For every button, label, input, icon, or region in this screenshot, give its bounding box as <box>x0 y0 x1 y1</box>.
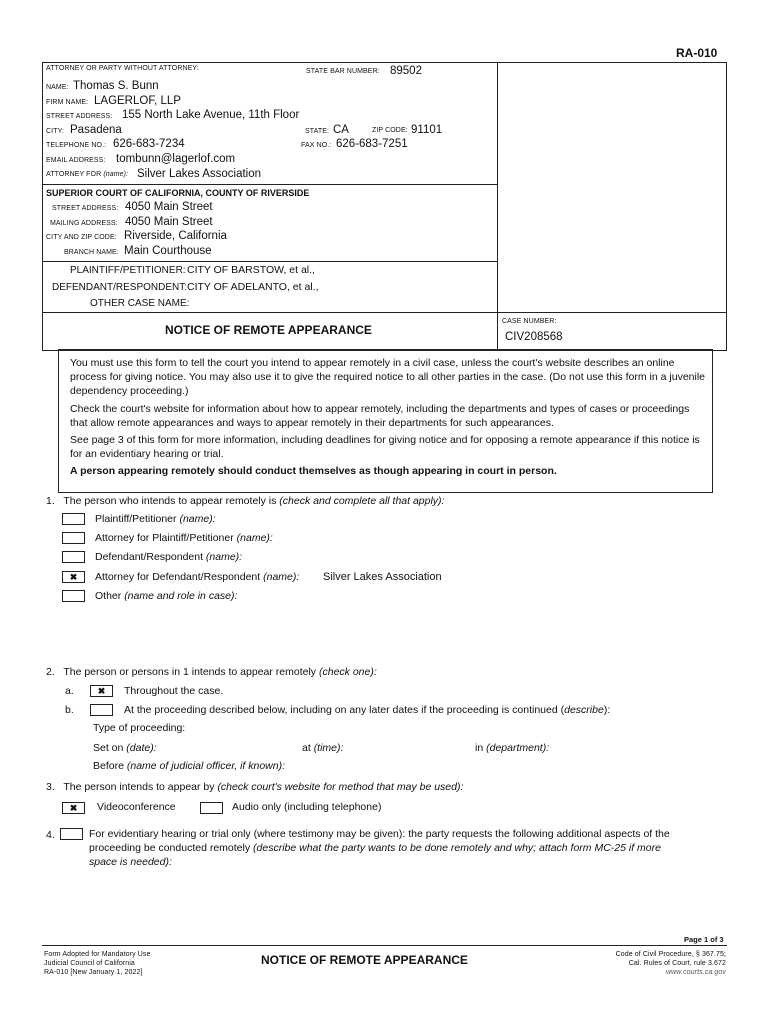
q2-dept-hint: (department): <box>486 742 550 754</box>
bar-value: 89502 <box>390 65 422 77</box>
q1-hint: (check and complete all that apply): <box>279 495 445 507</box>
q1-number: 1. <box>46 495 55 507</box>
footer-title: NOTICE OF REMOTE APPEARANCE <box>261 953 468 967</box>
zip-value: 91101 <box>411 124 443 136</box>
footer-url[interactable]: www.courts.ca.gov <box>665 969 726 976</box>
q3-text: The person intends to appear by <box>63 781 215 793</box>
q2-heading <box>46 666 377 678</box>
q2-at: at <box>302 742 311 754</box>
q1-plaintiff-hint: (name): <box>179 513 216 525</box>
state-label: STATE: <box>305 128 330 135</box>
fax-label: FAX NO.: <box>301 142 332 149</box>
q1-heading <box>46 495 444 507</box>
form-id: RA-010 <box>676 46 718 60</box>
q4-line1: For evidentiary hearing or trial only (where testimony may be given): the party requests the following additional aspects of the <box>89 828 670 840</box>
court-title-text: SUPERIOR COURT OF CALIFORNIA, COUNTY OF <box>46 188 259 198</box>
q1-attorney-plaintiff-checkbox[interactable] <box>62 532 85 544</box>
bar-label: STATE BAR NUMBER: <box>306 68 380 75</box>
q2-b-main: At the proceeding described below, including on any later dates if the proceeding is continued ( <box>124 704 565 716</box>
plaintiff-value: CITY OF BARSTOW, et al., <box>187 264 315 276</box>
q2-number: 2. <box>46 666 55 678</box>
plaintiff-label: PLAINTIFF/PETITIONER: <box>70 265 186 276</box>
case-number-value: CIV208568 <box>505 331 563 343</box>
q3-number: 3. <box>46 781 55 793</box>
q3-heading <box>46 781 463 793</box>
q2-set-on: Set on <box>93 742 124 754</box>
firm-label: FIRM NAME: <box>46 99 89 106</box>
email-label: EMAIL ADDRESS: <box>46 157 106 164</box>
q2-in: in <box>475 742 484 754</box>
q1-other-text: Other <box>95 590 122 602</box>
footer-adopted-1: Form Adopted for Mandatory Use <box>44 951 151 958</box>
q2-date-label <box>93 742 157 754</box>
instruction-p1: You must use this form to tell the court you intend to appear remotely in a civil case, unless the court's website describes an online process for giving notice. You may also use it to give the required notice to all other parties in the case. (Do not use this form in a juvenile dependency proceeding.) <box>70 357 706 398</box>
instruction-p3: See page 3 of this form for more information, including deadlines for giving notice and for opposing a remote appearance if this notice is for an evidentiary hearing or trial. <box>70 434 700 461</box>
footer-code-2: Cal. Rules of Court, rule 3.672 <box>628 960 726 967</box>
q3-video-label: Videoconference <box>97 801 176 813</box>
city-value: Pasadena <box>70 124 122 136</box>
tel-value: 626-683-7234 <box>113 138 185 150</box>
q1-other-hint: (name and role in case): <box>124 590 238 602</box>
q2-a-text: Throughout the case. <box>124 685 224 697</box>
page-number: Page 1 of 3 <box>684 935 724 944</box>
email-value: tombunn@lagerlof.com <box>116 153 236 165</box>
form-title: NOTICE OF REMOTE APPEARANCE <box>165 323 372 337</box>
q2-before-label <box>93 760 285 772</box>
name-value: Thomas S. Bunn <box>73 80 159 92</box>
q4-line2-main: proceeding be conducted remotely <box>89 842 251 854</box>
attorney-label: ATTORNEY OR PARTY WITHOUT ATTORNEY: <box>46 65 199 72</box>
court-street-value: 4050 Main Street <box>125 201 213 213</box>
q1-text: The person who intends to appear remotely is <box>63 495 277 507</box>
q4-number: 4. <box>46 829 55 841</box>
state-value: CA <box>333 124 349 136</box>
q1-attorney-plaintiff-hint: (name): <box>236 532 273 544</box>
q1-attorney-defendant-label <box>95 571 299 583</box>
court-street-label: STREET ADDRESS: <box>52 205 119 212</box>
q1-attorney-plaintiff-text: Attorney for Plaintiff/Petitioner <box>95 532 234 544</box>
q1-attorney-defendant-value: Silver Lakes Association <box>323 571 442 583</box>
q1-attorney-defendant-checkbox[interactable]: ✖ <box>62 571 85 583</box>
instruction-p2: Check the court's website for information about how to appear remotely, including the departments and types of cases or proceedings that allow remote appearances and ways to appear remotely in their departments for such appearances. <box>70 402 690 429</box>
street-value: 155 North Lake Avenue, 11th Floor <box>122 109 300 121</box>
q2-b-text <box>124 704 610 716</box>
other-case-label: OTHER CASE NAME: <box>90 298 190 309</box>
case-number-label: CASE NUMBER: <box>502 318 557 325</box>
attorney-for-text: ATTORNEY FOR <box>46 171 102 178</box>
q4-line2-hint: (describe what the party wants to be done remotely and why; attach form MC-25 if more <box>253 842 661 854</box>
q1-other-checkbox[interactable] <box>62 590 85 602</box>
q1-attorney-defendant-text: Attorney for Defendant/Respondent <box>95 571 261 583</box>
q2-time-label <box>302 742 343 754</box>
q2-b-checkbox[interactable] <box>90 704 113 716</box>
instructions-text <box>70 356 708 479</box>
q1-attorney-plaintiff-label <box>95 532 273 544</box>
attorney-for-name-hint: (name): <box>103 171 129 178</box>
q1-defendant-hint: (name): <box>205 551 243 563</box>
q3-audio-label: Audio only (including telephone) <box>232 801 382 813</box>
q2-dept-label <box>475 742 549 754</box>
court-county: RIVERSIDE <box>260 188 310 198</box>
q3-audio-checkbox[interactable] <box>200 802 223 814</box>
q1-plaintiff-checkbox[interactable] <box>62 513 85 525</box>
city-label: CITY: <box>46 128 65 135</box>
court-mailing-label: MAILING ADDRESS: <box>50 220 118 227</box>
q4-line3-hint: space is needed): <box>89 856 172 868</box>
q1-other-label <box>95 590 237 602</box>
q1-attorney-defendant-hint: (name): <box>263 571 300 583</box>
court-cityzip-label: CITY AND ZIP CODE: <box>46 234 117 241</box>
q2-b-hint: describe <box>564 704 604 716</box>
court-cityzip-value: Riverside, California <box>124 230 227 242</box>
street-label: STREET ADDRESS: <box>46 113 113 120</box>
attorney-for-label <box>46 171 128 178</box>
q2-b-label: b. <box>65 704 74 716</box>
zip-label: ZIP CODE: <box>372 127 408 134</box>
q2-a-checkbox[interactable]: ✖ <box>90 685 113 697</box>
q2-date-hint: (date): <box>126 742 157 754</box>
fax-value: 626-683-7251 <box>336 138 408 150</box>
court-branch-label: BRANCH NAME: <box>64 249 119 256</box>
q4-checkbox[interactable] <box>60 828 83 840</box>
tel-label: TELEPHONE NO.: <box>46 142 107 149</box>
q2-type-label: Type of proceeding: <box>93 722 186 734</box>
footer-code-1: Code of Civil Procedure, § 367.75; <box>615 951 726 958</box>
name-label: NAME: <box>46 84 69 91</box>
q2-a-label: a. <box>65 685 74 697</box>
footer-adopted-2: Judicial Council of California <box>44 960 135 967</box>
instruction-p4: A person appearing remotely should conduct themselves as though appearing in court in person. <box>70 465 557 478</box>
court-mailing-value: 4050 Main Street <box>125 216 213 228</box>
q4-line2 <box>89 842 661 854</box>
q2-time-hint: (time): <box>313 742 344 754</box>
defendant-value: CITY OF ADELANTO, et al., <box>187 281 319 293</box>
q2-before-hint: (name of judicial officer, if known): <box>126 760 286 772</box>
q1-defendant-checkbox[interactable] <box>62 551 85 563</box>
q4-line3 <box>89 856 172 868</box>
q2-text: The person or persons in 1 intends to appear remotely <box>63 666 317 678</box>
q1-plaintiff-text: Plaintiff/Petitioner <box>95 513 177 525</box>
court-branch-value: Main Courthouse <box>124 245 212 257</box>
q1-plaintiff-label <box>95 513 216 525</box>
defendant-label: DEFENDANT/RESPONDENT: <box>52 282 188 293</box>
footer-adopted-3: RA-010 [New January 1, 2022] <box>44 969 143 976</box>
attorney-for-value: Silver Lakes Association <box>137 168 262 180</box>
q1-defendant-text: Defendant/Respondent <box>95 551 203 563</box>
firm-value: LAGERLOF, LLP <box>94 95 181 107</box>
court-title <box>46 188 309 198</box>
q2-b-close: ): <box>603 704 611 716</box>
q2-hint: (check one): <box>318 666 377 678</box>
q2-before: Before <box>93 760 124 772</box>
q3-hint: (check court's website for method that may be used): <box>217 781 464 793</box>
q3-video-checkbox[interactable]: ✖ <box>62 802 85 814</box>
q1-defendant-label <box>95 551 242 563</box>
